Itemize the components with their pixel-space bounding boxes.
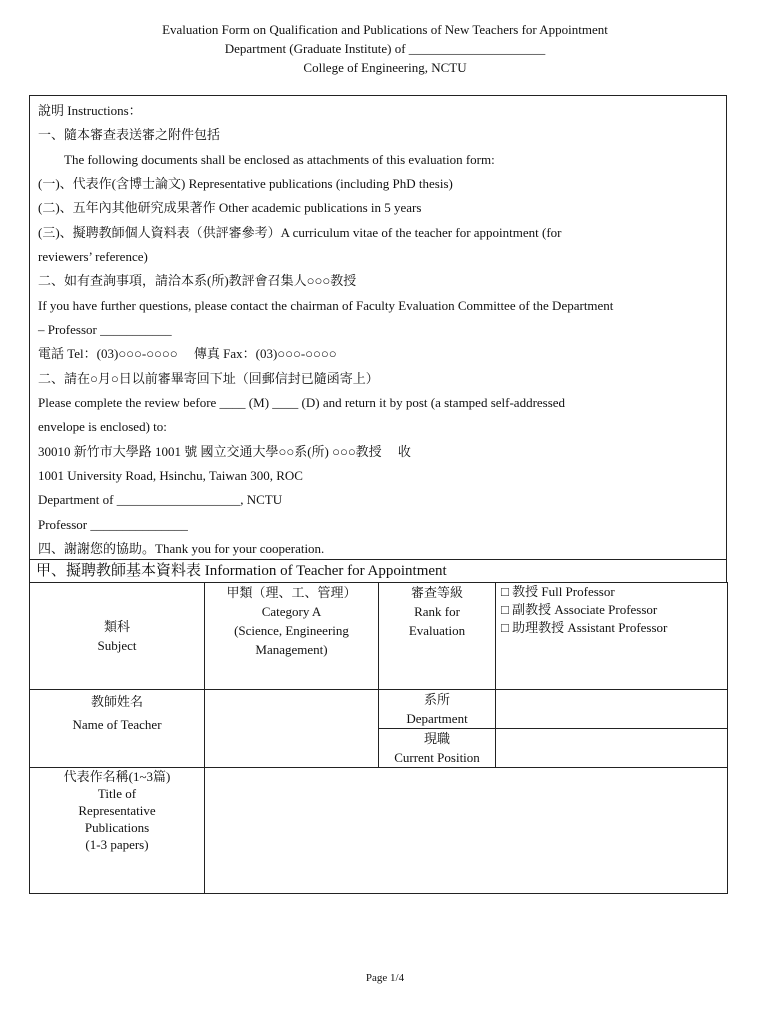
category-label-en: (Science, Engineering <box>234 623 349 638</box>
department-label-cell <box>379 690 496 729</box>
instruction-line: 二、如有查詢事項，請洽本系(所)教評會召集人○○○教授 <box>38 273 357 288</box>
department-line: Department (Graduate Institute) of _____________________ <box>224 41 546 56</box>
teacher-name-label-zh: 教師姓名 <box>90 694 143 709</box>
current-position-field[interactable] <box>496 729 728 768</box>
instruction-line: Department of ___________________, NCTU <box>38 492 283 507</box>
publications-label-en: (1-3 papers) <box>85 837 149 852</box>
instruction-line: Please complete the review before ____ (M) ____ (D) and return it by post (a stamped self-addressed <box>38 395 566 410</box>
publications-label-zh: 代表作名稱(1~3篇) <box>63 769 171 784</box>
form-header <box>0 20 770 77</box>
rank-option-associate-professor[interactable]: □ 副教授 Associate Professor <box>501 602 658 617</box>
publications-label-en: Representative <box>78 803 156 818</box>
department-label-zh: 系所 <box>423 692 450 707</box>
position-label-zh: 現職 <box>423 731 450 746</box>
instruction-line: (一)、代表作(含博士論文) Representative publications (including PhD thesis) <box>38 176 453 191</box>
rank-options-cell <box>496 583 728 690</box>
category-label-en: Category A <box>261 604 322 619</box>
instruction-line: 電話 Tel：(03)○○○-○○○○ 傳真 Fax：(03)○○○-○○○○ <box>38 346 337 361</box>
publications-label-cell <box>30 768 205 894</box>
form-title: Evaluation Form on Qualification and Publications of New Teachers for Appointment <box>162 22 608 37</box>
subject-label-zh: 類科 <box>103 619 130 634</box>
rank-option-full-professor[interactable]: □ 教授 Full Professor <box>501 584 615 599</box>
instruction-line: reviewers’ reference) <box>38 249 148 264</box>
page-number: Page 1/4 <box>365 972 405 984</box>
subject-label-en: Subject <box>97 638 137 653</box>
instruction-line: 1001 University Road, Hsinchu, Taiwan 300, ROC <box>38 468 303 483</box>
teacher-name-label-en: Name of Teacher <box>72 717 162 732</box>
rank-option-assistant-professor[interactable]: □ 助理教授 Assistant Professor <box>501 620 668 635</box>
teacher-name-field[interactable] <box>205 690 379 768</box>
rank-label-cell <box>379 583 496 690</box>
instruction-line: If you have further questions, please contact the chairman of Faculty Evaluation Committee of the Department <box>38 298 614 313</box>
category-cell <box>205 583 379 690</box>
department-label-en: Department <box>406 711 468 726</box>
college-line: College of Engineering, NCTU <box>303 60 467 75</box>
position-label-en: Current Position <box>394 750 480 765</box>
instruction-line: 30010 新竹市大學路 1001 號 國立交通大學○○系(所) ○○○教授 收 <box>38 444 411 459</box>
instruction-line: – Professor ___________ <box>38 322 172 337</box>
publications-label-en: Publications <box>84 820 150 835</box>
info-section-title: 甲、擬聘教師基本資料表 Information of Teacher for Appointment <box>29 559 727 583</box>
category-label-zh: 甲類（理、工、管理） <box>226 585 357 600</box>
publications-field[interactable] <box>205 768 728 894</box>
instruction-line: 說明 Instructions： <box>38 103 142 118</box>
instruction-line: 一、隨本審查表送審之附件包括 <box>38 127 221 142</box>
instruction-line: The following documents shall be enclosed as attachments of this evaluation form: <box>38 152 495 167</box>
rank-label-en: Rank for <box>414 604 460 619</box>
position-label-cell <box>379 729 496 768</box>
instruction-line: (三)、擬聘教師個人資料表（供評審參考）A curriculum vitae of the teacher for appointment (for <box>38 225 562 240</box>
instruction-line: 二、請在○月○日以前審畢寄回下址（回郵信封已隨函寄上） <box>38 371 379 386</box>
rank-label-en: Evaluation <box>408 623 466 638</box>
teacher-name-label-cell <box>30 690 205 768</box>
department-field[interactable] <box>496 690 728 729</box>
instructions-box <box>29 95 727 559</box>
instruction-line: envelope is enclosed) to: <box>38 419 167 434</box>
publications-label-en: Title of <box>97 786 137 801</box>
rank-label-zh: 審查等級 <box>410 585 463 600</box>
instruction-line: Professor _______________ <box>38 517 188 532</box>
teacher-info-table <box>29 582 728 894</box>
instruction-line: (二)、五年內其他研究成果著作 Other academic publications in 5 years <box>38 200 422 215</box>
category-label-en: Management) <box>255 642 328 657</box>
subject-label-cell <box>30 583 205 690</box>
instruction-line: 四、謝謝您的協助。Thank you for your cooperation. <box>38 541 325 556</box>
